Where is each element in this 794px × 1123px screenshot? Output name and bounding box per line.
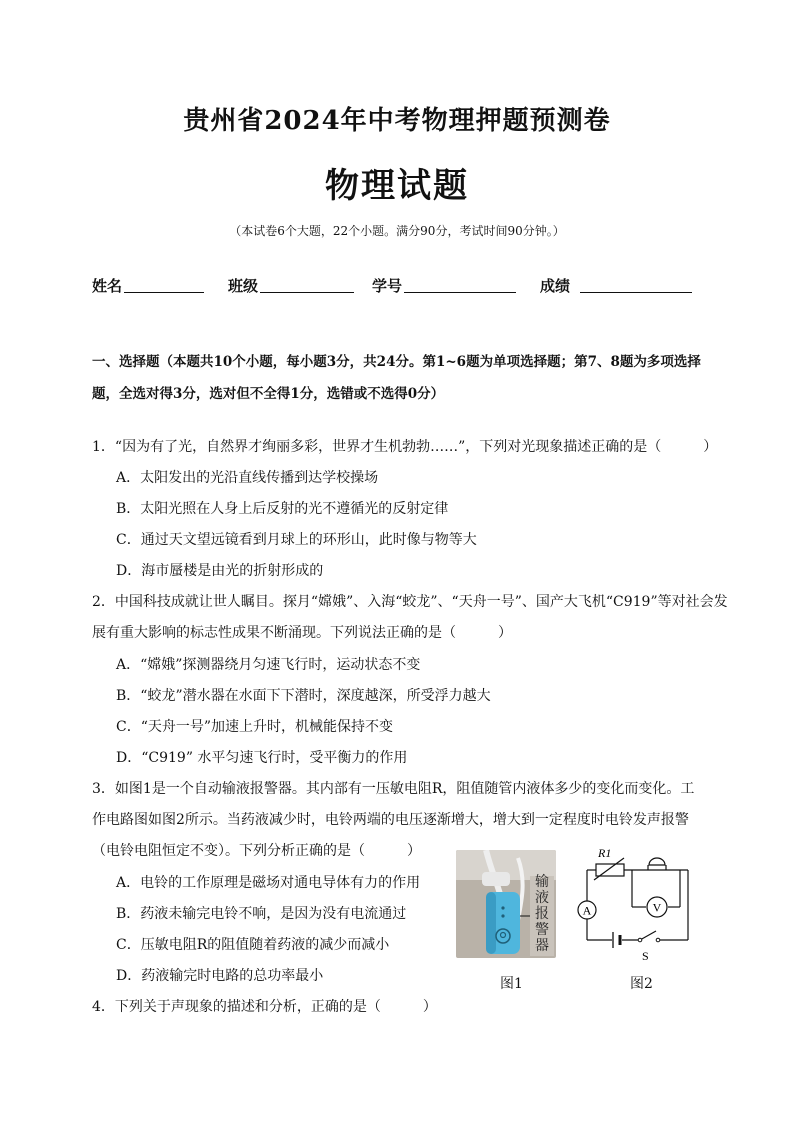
question-3-option-b: B．药液未输完电铃不响，是因为没有电流通过 — [116, 906, 407, 922]
name-field[interactable] — [92, 275, 204, 296]
figure-2-circuit-diagram — [570, 845, 700, 963]
exam-title: 贵州省2024年中考物理押题预测卷 — [183, 106, 611, 136]
exam-note: （本试卷6个大题，22个小题。满分90分，考试时间90分钟。） — [229, 224, 565, 238]
device-label-char: 报 — [535, 906, 549, 922]
device-label-char: 液 — [535, 890, 549, 906]
score-blank[interactable] — [580, 276, 692, 293]
score-label: 成绩 — [540, 277, 571, 295]
exam-subtitle: 物理试题 — [325, 166, 469, 206]
question-3-option-d: D．药液输完时电路的总功率最小 — [116, 968, 324, 984]
question-3-stem-line-1: 3．如图1是一个自动输液报警器。其内部有一压敏电阻R，阻值随管内液体多少的变化而变化。工 — [92, 781, 695, 797]
section-1-heading: 一、选择题（本题共10个小题，每小题3分，共24分。第1~6题为单项选择题；第7、8题为多项选择题，全选对得3分，选对但不全得1分，选错或不选得0分） — [92, 354, 701, 402]
question-2-option-d: D．“C919” 水平匀速飞行时，受平衡力的作用 — [116, 750, 408, 766]
question-2-option-a: A．“嫦娥”探测器绕月匀速飞行时，运动状态不变 — [116, 657, 421, 673]
ammeter-label: A — [582, 903, 592, 918]
resistor-label: R1 — [598, 846, 612, 860]
question-1-option-d: D．海市蜃楼是由光的折射形成的 — [116, 563, 324, 579]
device-label-char: 警 — [535, 922, 549, 938]
figure-1-caption: 图1 — [500, 976, 523, 992]
score-field[interactable] — [540, 275, 692, 296]
question-1-option-c: C．通过天文望远镜看到月球上的环形山，此时像与物等大 — [116, 532, 477, 548]
question-1-option-a: A．太阳发出的光沿直线传播到达学校操场 — [116, 470, 379, 486]
name-blank[interactable] — [124, 276, 204, 293]
student-id-blank[interactable] — [404, 276, 516, 293]
name-label: 姓名 — [92, 277, 123, 295]
question-3-option-a: A．电铃的工作原理是磁场对通电导体有力的作用 — [116, 875, 421, 891]
figure-2-caption: 图2 — [630, 976, 653, 992]
question-2-option-b: B．“蛟龙”潜水器在水面下下潜时，深度越深，所受浮力越大 — [116, 688, 491, 704]
class-blank[interactable] — [260, 276, 354, 293]
question-3-stem-line-3: （电铃电阻恒定不变）。下列分析正确的是（ ） — [92, 843, 421, 859]
switch-label: S — [642, 949, 649, 963]
device-label-char: 器 — [535, 938, 549, 954]
student-id-label: 学号 — [372, 277, 403, 295]
question-2-stem-line-2: 展有重大影响的标志性成果不断涌现。下列说法正确的是（ ） — [92, 625, 512, 641]
voltmeter-label: V — [652, 900, 662, 915]
question-1-option-b: B．太阳光照在人身上后反射的光不遵循光的反射定律 — [116, 501, 449, 517]
class-field[interactable] — [228, 275, 354, 296]
question-2-stem-line-1: 2．中国科技成就让世人瞩目。探月“嫦娥”、入海“蛟龙”、“天舟一号”、国产大飞机“C919”等对社会发 — [92, 594, 728, 610]
class-label: 班级 — [228, 277, 259, 295]
question-4-stem: 4．下列关于声现象的描述和分析，正确的是（ ） — [92, 999, 437, 1015]
device-label-char: 输 — [535, 874, 549, 890]
question-1-stem: 1．“因为有了光，自然界才绚丽多彩，世界才生机勃勃……”，下列对光现象描述正确的是（ ） — [92, 439, 718, 455]
device-label — [534, 874, 550, 954]
figure-1-device-photo — [456, 850, 556, 958]
question-2-option-c: C．“天舟一号”加速上升时，机械能保持不变 — [116, 719, 394, 735]
student-id-field[interactable] — [372, 275, 516, 296]
question-3-stem-line-2: 作电路图如图2所示。当药液减少时，电铃两端的电压逐渐增大，增大到一定程度时电铃发声报警 — [92, 812, 689, 828]
question-3-option-c: C．压敏电阻R的阻值随着药液的减少而减小 — [116, 937, 390, 953]
